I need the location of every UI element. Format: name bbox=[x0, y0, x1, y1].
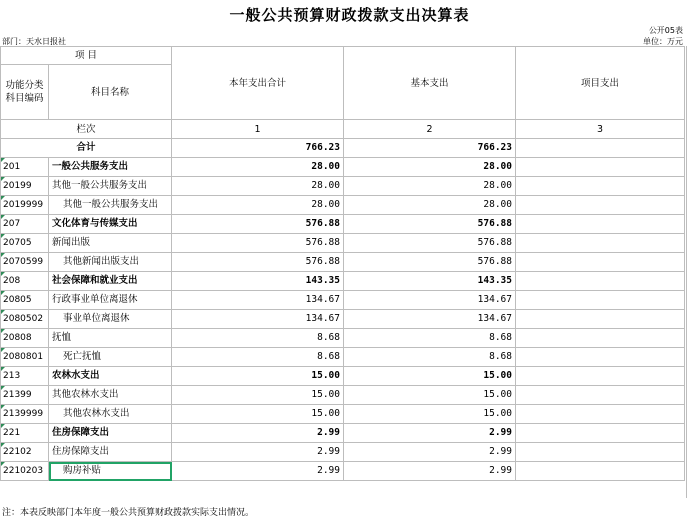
total-project[interactable] bbox=[516, 139, 685, 158]
expenditure-table bbox=[0, 46, 685, 481]
row-total[interactable]: 8.68 bbox=[172, 348, 344, 367]
row-subject-name[interactable]: 购房补贴 bbox=[49, 462, 172, 481]
row-subject-name[interactable]: 新闻出版 bbox=[49, 234, 172, 253]
table-row bbox=[1, 215, 685, 234]
total-amount[interactable]: 766.23 bbox=[172, 139, 344, 158]
table-row bbox=[1, 386, 685, 405]
row-basic[interactable]: 143.35 bbox=[344, 272, 516, 291]
row-basic[interactable]: 28.00 bbox=[344, 196, 516, 215]
row-subject-name[interactable]: 事业单位离退休 bbox=[49, 310, 172, 329]
header-total[interactable]: 本年支出合计 bbox=[172, 47, 344, 120]
row-project[interactable] bbox=[516, 329, 685, 348]
row-code[interactable]: 2080801 bbox=[1, 348, 49, 367]
row-subject-name[interactable]: 其他农林水支出 bbox=[49, 405, 172, 424]
row-total[interactable]: 143.35 bbox=[172, 272, 344, 291]
row-basic[interactable]: 576.88 bbox=[344, 234, 516, 253]
row-project[interactable] bbox=[516, 272, 685, 291]
row-basic[interactable]: 28.00 bbox=[344, 158, 516, 177]
header-col1[interactable]: 1 bbox=[172, 120, 344, 139]
header-col3[interactable]: 3 bbox=[516, 120, 685, 139]
row-project[interactable] bbox=[516, 291, 685, 310]
row-project[interactable] bbox=[516, 158, 685, 177]
row-code[interactable]: 2019999 bbox=[1, 196, 49, 215]
row-project[interactable] bbox=[516, 253, 685, 272]
row-subject-name[interactable]: 行政事业单位离退休 bbox=[49, 291, 172, 310]
row-project[interactable] bbox=[516, 234, 685, 253]
row-total[interactable]: 134.67 bbox=[172, 291, 344, 310]
header-project[interactable]: 项目支出 bbox=[516, 47, 685, 120]
report-title: 一般公共预算财政拨款支出决算表 bbox=[229, 6, 470, 24]
row-total[interactable]: 28.00 bbox=[172, 158, 344, 177]
row-code[interactable]: 2210203 bbox=[1, 462, 49, 481]
row-subject-name[interactable]: 死亡抚恤 bbox=[49, 348, 172, 367]
table-right-edge bbox=[686, 46, 687, 498]
row-code[interactable]: 208 bbox=[1, 272, 49, 291]
header-col2[interactable]: 2 bbox=[344, 120, 516, 139]
row-subject-name[interactable]: 住房保障支出 bbox=[49, 443, 172, 462]
row-code[interactable]: 221 bbox=[1, 424, 49, 443]
table-row bbox=[1, 310, 685, 329]
row-project[interactable] bbox=[516, 443, 685, 462]
row-subject-name[interactable]: 农林水支出 bbox=[49, 367, 172, 386]
department-label: 部门：天水日报社 bbox=[2, 37, 66, 46]
row-basic[interactable]: 2.99 bbox=[344, 443, 516, 462]
row-project[interactable] bbox=[516, 405, 685, 424]
row-total[interactable]: 8.68 bbox=[172, 329, 344, 348]
row-total[interactable]: 2.99 bbox=[172, 462, 344, 481]
row-code[interactable]: 20705 bbox=[1, 234, 49, 253]
row-basic[interactable]: 8.68 bbox=[344, 329, 516, 348]
row-basic[interactable]: 134.67 bbox=[344, 310, 516, 329]
total-label[interactable]: 合计 bbox=[1, 139, 172, 158]
row-subject-name[interactable]: 文化体育与传媒支出 bbox=[49, 215, 172, 234]
table-row bbox=[1, 443, 685, 462]
row-basic[interactable]: 15.00 bbox=[344, 386, 516, 405]
row-basic[interactable]: 576.88 bbox=[344, 253, 516, 272]
row-total[interactable]: 2.99 bbox=[172, 443, 344, 462]
row-project[interactable] bbox=[516, 386, 685, 405]
row-project[interactable] bbox=[516, 310, 685, 329]
footnote: 注：本表反映部门本年度一般公共预算财政拨款实际支出情况。 bbox=[2, 508, 255, 518]
row-total[interactable]: 2.99 bbox=[172, 424, 344, 443]
table-row bbox=[1, 272, 685, 291]
table-row bbox=[1, 348, 685, 367]
row-project[interactable] bbox=[516, 177, 685, 196]
table-row bbox=[1, 367, 685, 386]
table-row bbox=[1, 291, 685, 310]
row-code[interactable]: 20805 bbox=[1, 291, 49, 310]
row-subject-name[interactable]: 社会保障和就业支出 bbox=[49, 272, 172, 291]
table-row bbox=[1, 462, 685, 481]
row-project[interactable] bbox=[516, 348, 685, 367]
row-code[interactable]: 21399 bbox=[1, 386, 49, 405]
row-subject-name[interactable]: 抚恤 bbox=[49, 329, 172, 348]
row-code[interactable]: 20808 bbox=[1, 329, 49, 348]
row-total[interactable]: 134.67 bbox=[172, 310, 344, 329]
row-basic[interactable]: 15.00 bbox=[344, 367, 516, 386]
header-subject-name[interactable]: 科目名称 bbox=[49, 65, 172, 120]
row-code[interactable]: 2139999 bbox=[1, 405, 49, 424]
row-total[interactable]: 28.00 bbox=[172, 196, 344, 215]
row-subject-name[interactable]: 其他新闻出版支出 bbox=[49, 253, 172, 272]
row-project[interactable] bbox=[516, 424, 685, 443]
row-basic[interactable]: 2.99 bbox=[344, 462, 516, 481]
row-code[interactable]: 2070599 bbox=[1, 253, 49, 272]
row-subject-name[interactable]: 其他农林水支出 bbox=[49, 386, 172, 405]
row-basic[interactable]: 8.68 bbox=[344, 348, 516, 367]
row-total[interactable]: 15.00 bbox=[172, 405, 344, 424]
table-row bbox=[1, 329, 685, 348]
header-item[interactable]: 项 目 bbox=[1, 47, 172, 65]
row-code[interactable]: 213 bbox=[1, 367, 49, 386]
header-basic[interactable]: 基本支出 bbox=[344, 47, 516, 120]
row-basic[interactable]: 576.88 bbox=[344, 215, 516, 234]
row-code[interactable]: 22102 bbox=[1, 443, 49, 462]
table-row bbox=[1, 234, 685, 253]
row-total[interactable]: 576.88 bbox=[172, 234, 344, 253]
unit-label: 单位：万元 bbox=[643, 37, 683, 46]
row-code[interactable]: 207 bbox=[1, 215, 49, 234]
row-basic[interactable]: 2.99 bbox=[344, 424, 516, 443]
form-number: 公开05表 bbox=[648, 26, 683, 35]
row-project[interactable] bbox=[516, 462, 685, 481]
row-total[interactable]: 15.00 bbox=[172, 367, 344, 386]
header-func-code[interactable]: 功能分类科目编码 bbox=[1, 65, 49, 120]
total-basic[interactable]: 766.23 bbox=[344, 139, 516, 158]
table-row bbox=[1, 253, 685, 272]
table-row bbox=[1, 196, 685, 215]
row-basic[interactable]: 134.67 bbox=[344, 291, 516, 310]
row-subject-name[interactable]: 一般公共服务支出 bbox=[49, 158, 172, 177]
table-row bbox=[1, 405, 685, 424]
row-project[interactable] bbox=[516, 215, 685, 234]
row-code[interactable]: 20199 bbox=[1, 177, 49, 196]
row-basic[interactable]: 15.00 bbox=[344, 405, 516, 424]
row-basic[interactable]: 28.00 bbox=[344, 177, 516, 196]
table-row bbox=[1, 158, 685, 177]
row-subject-name[interactable]: 其他一般公共服务支出 bbox=[49, 177, 172, 196]
row-total[interactable]: 576.88 bbox=[172, 253, 344, 272]
row-total[interactable]: 28.00 bbox=[172, 177, 344, 196]
row-project[interactable] bbox=[516, 196, 685, 215]
row-code[interactable]: 201 bbox=[1, 158, 49, 177]
table-row bbox=[1, 424, 685, 443]
row-subject-name[interactable]: 其他一般公共服务支出 bbox=[49, 196, 172, 215]
row-total[interactable]: 15.00 bbox=[172, 386, 344, 405]
row-code[interactable]: 2080502 bbox=[1, 310, 49, 329]
table-row bbox=[1, 177, 685, 196]
header-seq[interactable]: 栏次 bbox=[1, 120, 172, 139]
row-subject-name[interactable]: 住房保障支出 bbox=[49, 424, 172, 443]
row-project[interactable] bbox=[516, 367, 685, 386]
row-total[interactable]: 576.88 bbox=[172, 215, 344, 234]
